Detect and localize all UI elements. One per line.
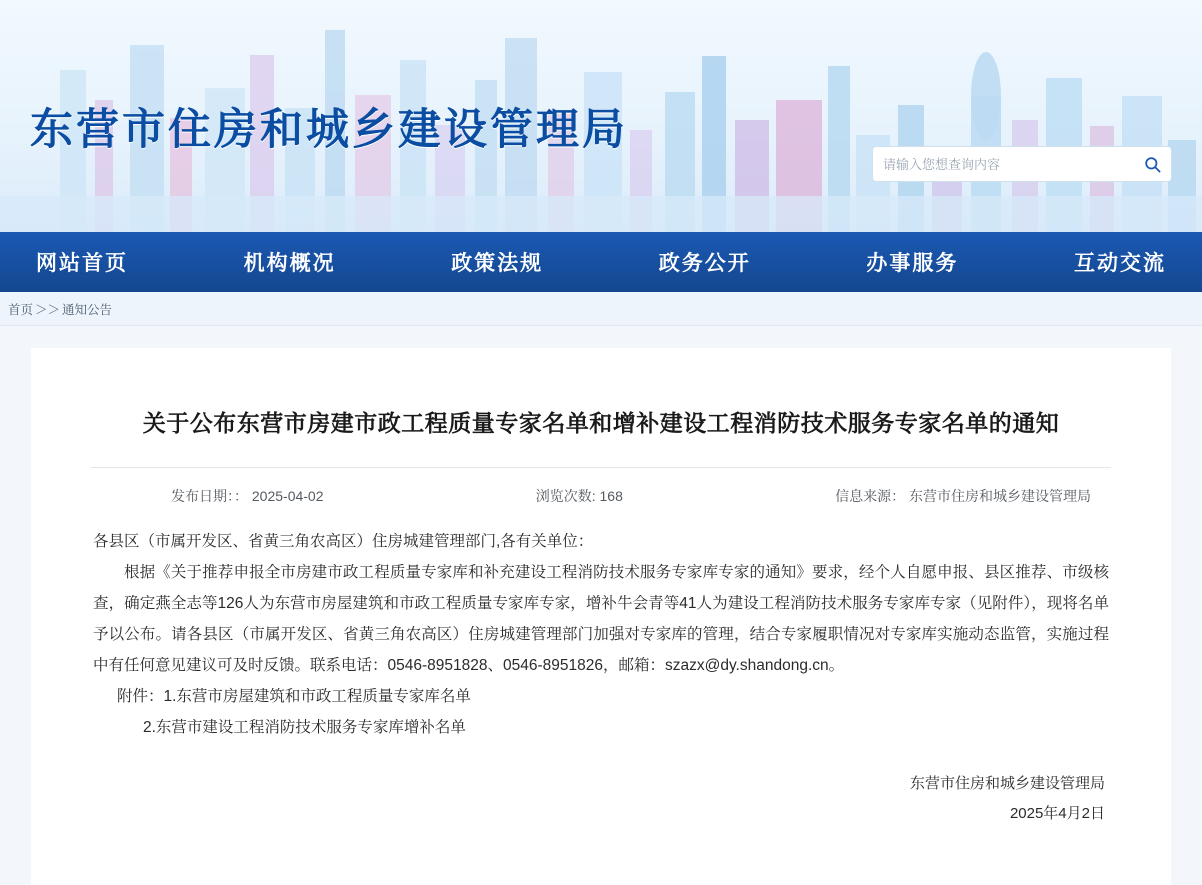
signature-date: 2025年4月2日 [1009, 804, 1105, 822]
attachment-item-1[interactable]: 附件：1.东营市房屋建筑和市政工程质量专家库名单 [117, 687, 471, 705]
main-nav [0, 232, 1202, 292]
nav-item-interact[interactable]: 互动交流 [1073, 252, 1166, 275]
nav-item-services[interactable]: 办事服务 [866, 252, 959, 275]
breadcrumb-separator: ＞＞ [35, 302, 61, 317]
article-signature [91, 769, 1111, 829]
breadcrumb-current[interactable]: 通知公告 [62, 302, 113, 317]
search-input[interactable] [873, 147, 1133, 181]
site-title: 东营市住房和城乡建设管理局 [30, 106, 628, 154]
page-title: 关于公布东营市房建市政工程质量专家名单和增补建设工程消防技术服务专家名单的通知 [142, 410, 1060, 436]
search-icon [1143, 155, 1162, 174]
nav-item-overview[interactable]: 机构概况 [243, 252, 336, 275]
publish-date-group [105, 486, 324, 506]
publish-date-label: 发布日期：： [171, 487, 248, 504]
site-banner [0, 0, 1202, 232]
content-area [0, 326, 1202, 885]
site-search[interactable] [872, 146, 1172, 182]
article-meta [91, 467, 1111, 520]
nav-item-home[interactable]: 网站首页 [36, 252, 128, 275]
breadcrumb [0, 292, 1202, 326]
source-group [835, 486, 1097, 506]
source-value: 东营市住房和城乡建设管理局 [908, 487, 1091, 504]
article-body [91, 520, 1111, 743]
publish-date-value: 2025-04-02 [251, 487, 324, 504]
views-label: 浏览次数: [535, 487, 596, 504]
nav-item-affairs[interactable]: 政务公开 [658, 252, 751, 275]
breadcrumb-home[interactable]: 首页 [8, 302, 34, 317]
source-label: 信息来源： [835, 487, 906, 504]
nav-item-policy[interactable]: 政策法规 [451, 252, 544, 275]
article-card [31, 348, 1171, 885]
views-group [536, 486, 623, 506]
signature-org: 东营市住房和城乡建设管理局 [909, 774, 1105, 792]
attachment-item-2[interactable]: 2.东营市建设工程消防技术服务专家库增补名单 [143, 718, 466, 736]
article-paragraph-main: 根据《关于推荐申报全市房建市政工程质量专家库和补充建设工程消防技术服务专家库专家的通知》要求，经个人自愿申报、县区推荐、市级核查，确定燕全志等126人为东营市房屋建筑和市政工程质量专家库专家，增补牛会青等41人为建设工程消防技术服务专家库专家（见附件），现将名单予以公布。请各县区（市属开发区、省黄三角农高区）住房城建管理部门加强对专家库的管理，结合专家履职情况对专家库实施动态监管，实施过程中有任何意见建议可及时反馈。联系电话：0546-8951828、0546-8951826，邮箱：szazx@dy.shandong.cn。 [93, 563, 1109, 674]
views-count: 168 [599, 487, 623, 504]
search-button[interactable] [1133, 147, 1171, 181]
article-paragraph-recipients: 各县区（市属开发区、省黄三角农高区）住房城建管理部门,各有关单位： [93, 532, 594, 550]
